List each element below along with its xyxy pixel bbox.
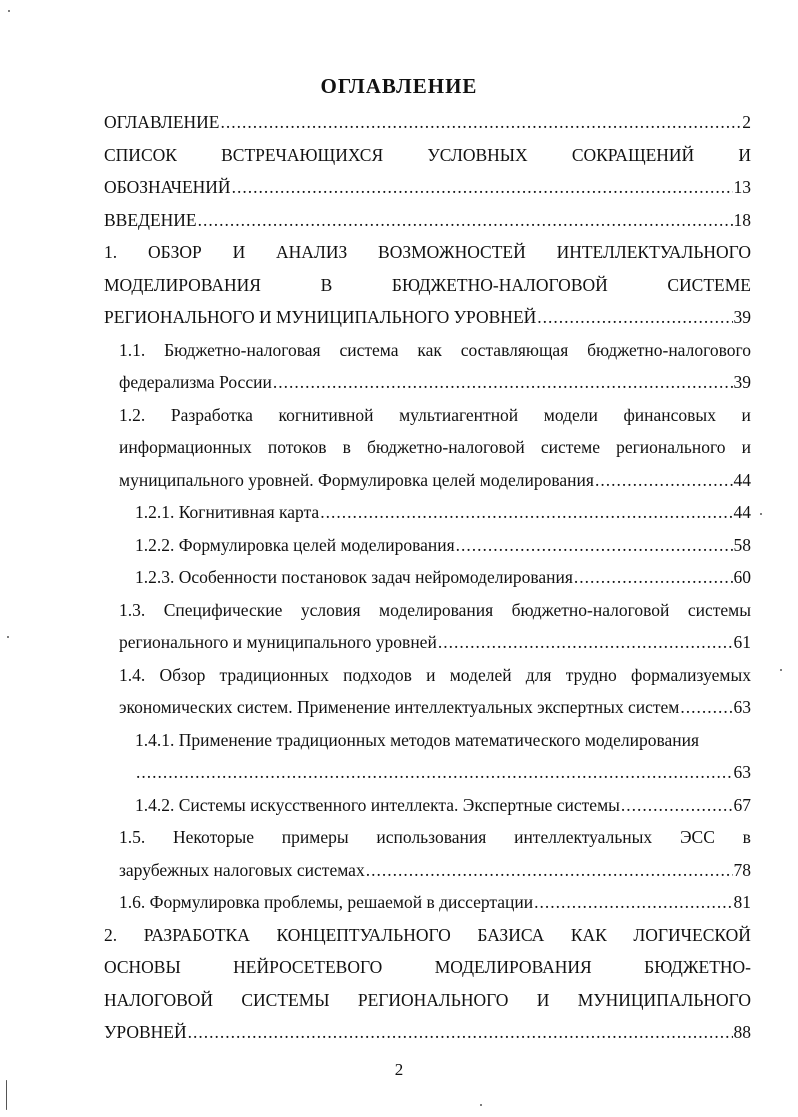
toc-entry-word: Разработка [170,404,253,425]
toc-entry[interactable] [135,789,751,822]
scan-speck [760,513,762,515]
toc-entry-word: НАЛОГОВОЙ [104,989,214,1010]
dot-leader [366,854,733,887]
toc-entry-line [119,366,751,399]
toc-entry[interactable] [119,886,751,919]
toc-entry-word: когнитивной [278,404,374,425]
toc-entry-text: экономических систем. Применение интеллектуальных экспертных систем [119,697,680,717]
toc-entry-word: МОДЕЛИРОВАНИЯ [434,957,592,977]
toc-entry-word: формализуемых [630,664,751,685]
toc-entry-line [119,854,751,887]
toc-entry-text: муниципального уровней. Формулировка целей моделирования [119,469,594,490]
toc-entry-word: БАЗИСА [477,924,545,945]
toc-entry-word: информационных [119,437,252,457]
dot-leader [232,171,733,204]
toc-entry-line [119,821,751,854]
toc-entry-word: В [320,274,333,295]
toc-entry[interactable] [104,919,751,1049]
toc-entry-word: СОКРАЩЕНИЙ [571,144,695,165]
toc-entry-word: СИСТЕМЕ [667,274,751,295]
toc-entry-text: 1.2.1. Когнитивная карта [135,502,320,522]
toc-page-number: 44 [733,469,751,490]
toc-page-number: 63 [733,697,751,717]
dot-leader [537,301,732,334]
toc-entry-word: моделей [449,664,512,685]
toc-entry-word: 1.4.1. Применение традиционных методов математического моделирования [135,729,700,750]
toc-entry-word: И [738,144,751,165]
dot-leader [273,366,733,399]
page-number: 2 [394,1060,404,1079]
toc-entry-line [104,269,751,302]
toc-entry-word: моделирования [379,599,494,620]
toc-entry-text: ОБОЗНАЧЕНИЙ [104,177,231,197]
toc-page-number: 44 [733,502,751,522]
toc-entry-word: 1.5. [119,827,146,847]
toc-entry-word: трудно [565,664,617,685]
toc-entry-line [135,529,751,562]
toc-entry-line [135,789,751,822]
toc-entry-line [119,334,751,367]
toc-entry-word: регионального [616,437,726,457]
dot-leader [534,886,732,919]
toc-entry-word: и [741,437,751,457]
toc-entry-word: в [742,827,751,847]
toc-entry-text: 1.2.3. Особенности постановок задач нейромоделирования [135,567,573,587]
toc-entry[interactable] [135,561,751,594]
toc-entry-word: и [426,664,436,685]
toc-page-number: 60 [733,567,751,587]
toc-entry-word: 1.3. [119,599,146,620]
toc-entry-line [104,171,751,204]
toc-entry-text: федерализма России [119,372,272,392]
toc-entry-text: УРОВНЕЙ [104,1022,187,1042]
toc-entry-text: РЕГИОНАЛЬНОГО И МУНИЦИПАЛЬНОГО УРОВНЕЙ [104,307,537,327]
toc-entry-word: НЕЙРОСЕТЕВОГО [233,957,383,977]
toc-entry[interactable] [119,594,751,659]
toc-entry-word: бюджетно-налоговой [511,599,670,620]
toc-entry-line [104,106,751,139]
toc-entry-line [135,561,751,594]
dot-leader [188,1016,733,1049]
toc-entry-word: УСЛОВНЫХ [427,144,528,165]
toc-entry-word: традиционных [219,664,329,685]
dot-leader [198,204,733,237]
toc-entry-word: мультиагентной [399,404,519,425]
toc-entry-word: 1.1. [119,339,146,360]
toc-entry-word: модели [543,404,598,425]
toc-page-number: 13 [733,177,751,197]
dot-leader [595,464,733,497]
toc-entry-line [104,139,751,172]
toc-entry-word: ВСТРЕЧАЮЩИХСЯ [221,144,384,165]
toc-entry-word: системы [687,599,751,620]
toc-entry-word: 1. [104,242,118,262]
toc-entry-line [119,431,751,464]
toc-entry-word: использования [376,827,487,847]
toc-entry-word: в [342,437,351,457]
toc-entry-text: 1.6. Формулировка проблемы, решаемой в диссертации [119,892,534,912]
toc-entry-line [119,399,751,432]
toc-page-number: 18 [733,209,751,230]
toc-entry-word: 2. [104,924,118,945]
toc-entry-word: 1.2. [119,404,146,425]
toc-entry-word: ВОЗМОЖНОСТЕЙ [378,242,526,262]
dot-leader [220,106,741,139]
toc-page-number: 78 [733,859,751,880]
toc-entry-word: ЛОГИЧЕСКОЙ [633,924,751,945]
toc-entry-line [135,756,751,789]
toc-entry-word: Бюджетно-налоговая [164,339,321,360]
toc-entry[interactable] [104,106,751,139]
toc-entry-word: КОНЦЕПТУАЛЬНОГО [276,924,451,945]
dot-leader [456,529,733,562]
toc-entry-line [119,626,751,659]
toc-entry-line [104,204,751,237]
toc-page-number: 58 [733,534,751,555]
toc-entry-line [135,724,751,757]
toc-entry-word: БЮДЖЕТНО-НАЛОГОВОЙ [391,274,608,295]
toc-entry-word: составляющая [460,339,569,360]
toc-entry-word: РАЗРАБОТКА [143,924,250,945]
toc-entry[interactable] [104,236,751,334]
toc-entry[interactable] [135,496,751,529]
dot-leader [574,561,733,594]
toc-page-number: 81 [733,892,751,912]
toc-page-number: 39 [733,372,751,392]
toc-entry-word: система [339,339,399,360]
toc-entry-line [119,659,751,692]
toc-entry-line [104,236,751,269]
scan-speck [8,10,10,12]
toc-entry-word: ЭСС [679,827,715,847]
dot-leader [320,496,732,529]
toc-entry-word: КАК [570,924,607,945]
toc-entry-text: ОГЛАВЛЕНИЕ [104,112,220,132]
toc-entry-word: РЕГИОНАЛЬНОГО [357,989,509,1010]
toc-entry-word: МУНИЦИПАЛЬНОГО [577,989,751,1010]
toc-entry-word: Специфические [163,599,283,620]
toc-entry-text: регионального и муниципального уровней [119,632,437,652]
toc-entry-word: и [741,404,751,425]
scan-speck [480,1104,482,1106]
toc-entry-word: системе [540,437,600,457]
toc-entry-word: интеллектуальных [514,827,653,847]
toc-entry-line [119,464,751,497]
toc-entry[interactable] [104,139,751,204]
toc-entry-text: 1.2.2. Формулировка целей моделирования [135,534,455,555]
toc-page-number: 39 [733,307,751,327]
dot-leader [438,626,733,659]
toc-entry-word: примеры [281,827,349,847]
toc-entry-word: ИНТЕЛЛЕКТУАЛЬНОГО [556,242,751,262]
dot-leader [621,789,733,822]
toc-entry-line [119,594,751,627]
toc-entry-word: СПИСОК [104,144,177,165]
scan-speck [6,1080,7,1110]
toc-entry-word: ОБЗОР [147,242,202,262]
toc-page-number: 61 [733,632,751,652]
toc-entry-word: СИСТЕМЫ [241,989,330,1010]
toc-entry[interactable] [135,529,751,562]
dot-leader [136,756,733,789]
toc-entry-line [104,301,751,334]
toc-entry-word: потоков [267,437,327,457]
toc-entry[interactable] [135,724,751,789]
toc-entry-word: МОДЕЛИРОВАНИЯ [104,274,261,295]
toc-entry-line [104,951,751,984]
toc-entry-word: И [232,242,246,262]
toc-entry-line [104,984,751,1017]
toc-entry-word: БЮДЖЕТНО- [644,957,751,977]
scan-speck [780,669,782,671]
toc-entry-word: Некоторые [173,827,255,847]
toc-page-number: 67 [733,794,751,815]
toc-entry-word: как [417,339,442,360]
toc-entry-word: условия [300,599,361,620]
toc-entry-word: И [536,989,550,1010]
toc-entry-word: бюджетно-налогового [587,339,751,360]
toc-entry-word: бюджетно-налоговой [366,437,525,457]
page-title: ОГЛАВЛЕНИЕ [320,74,478,98]
toc-entry-text: 1.4.2. Системы искусственного интеллекта. Экспертные системы [135,794,620,815]
toc-entry-word: подходов [343,664,412,685]
dot-leader [680,691,732,724]
toc-entry-line [119,886,751,919]
toc-entry-word: финансовых [623,404,716,425]
toc-entry-word: ОСНОВЫ [104,957,181,977]
toc-entry-text: ВВЕДЕНИЕ [104,209,197,230]
toc-entry-text: зарубежных налоговых системах [119,859,365,880]
toc-entry-word: для [525,664,552,685]
toc-entry[interactable] [104,204,751,237]
toc-entry-word: АНАЛИЗ [276,242,348,262]
toc-entry-line [119,691,751,724]
scan-speck [7,636,9,638]
toc-entry[interactable] [119,659,751,724]
toc-entry-line [104,919,751,952]
toc-entry[interactable] [119,821,751,886]
toc-entry-word: Обзор [159,664,206,685]
toc-page-number: 88 [733,1022,751,1042]
toc-entry-line [135,496,751,529]
toc-entry[interactable] [119,334,751,399]
toc-page-number: 63 [733,762,751,782]
toc-page-number: 2 [742,112,751,132]
toc-entry-line [104,1016,751,1049]
toc-entry-word: 1.4. [119,664,146,685]
toc-entry[interactable] [119,399,751,497]
